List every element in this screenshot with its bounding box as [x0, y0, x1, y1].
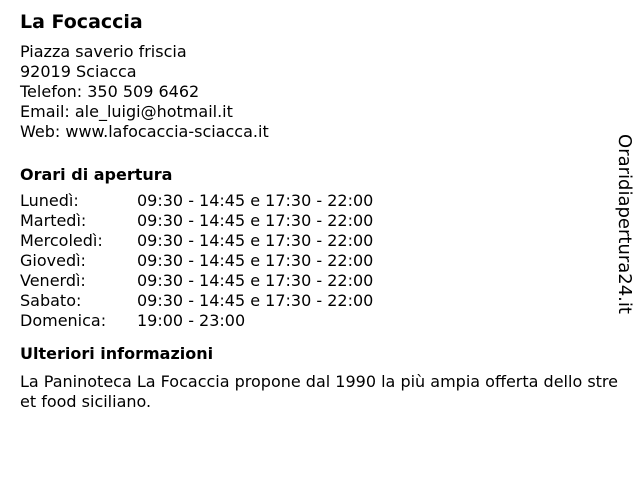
address-street: Piazza saverio friscia [20, 42, 187, 61]
hours-row-friday [20, 271, 620, 291]
hours-row-wednesday [20, 231, 620, 251]
day-label: Martedì: [20, 211, 87, 230]
hours-row-saturday [20, 291, 620, 311]
opening-hours-heading: Orari di apertura [20, 165, 173, 184]
additional-info-heading: Ulteriori informazioni [20, 344, 214, 363]
site-watermark: Oraridiapertura24.it [614, 134, 635, 314]
day-label: Domenica: [20, 311, 107, 330]
website: Web: www.lafocaccia-sciacca.it [20, 122, 269, 141]
day-label: Mercoledì: [20, 231, 103, 250]
day-hours: 09:30 - 14:45 e 17:30 - 22:00 [137, 211, 374, 230]
business-description: La Paninoteca La Focaccia propone dal 1990 la più ampia offerta dello street food siciliano. [20, 372, 618, 411]
contact-block [20, 42, 620, 142]
opening-hours-table [20, 191, 620, 331]
day-hours: 09:30 - 14:45 e 17:30 - 22:00 [137, 271, 374, 290]
business-card [20, 10, 620, 412]
day-label: Venerdì: [20, 271, 86, 290]
business-name: La Focaccia [20, 11, 143, 33]
email-address: Email: ale_luigi@hotmail.it [20, 102, 233, 121]
hours-row-thursday [20, 251, 620, 271]
phone-number: Telefon: 350 509 6462 [20, 82, 200, 101]
hours-row-tuesday [20, 211, 620, 231]
day-label: Sabato: [20, 291, 82, 310]
day-label: Giovedì: [20, 251, 86, 270]
day-hours: 09:30 - 14:45 e 17:30 - 22:00 [137, 291, 374, 310]
day-hours: 09:30 - 14:45 e 17:30 - 22:00 [137, 191, 374, 210]
hours-row-sunday [20, 311, 620, 331]
day-hours: 09:30 - 14:45 e 17:30 - 22:00 [137, 251, 374, 270]
day-label: Lunedì: [20, 191, 79, 210]
address-city: 92019 Sciacca [20, 62, 137, 81]
hours-row-monday [20, 191, 620, 211]
day-hours: 19:00 - 23:00 [137, 311, 246, 330]
day-hours: 09:30 - 14:45 e 17:30 - 22:00 [137, 231, 374, 250]
